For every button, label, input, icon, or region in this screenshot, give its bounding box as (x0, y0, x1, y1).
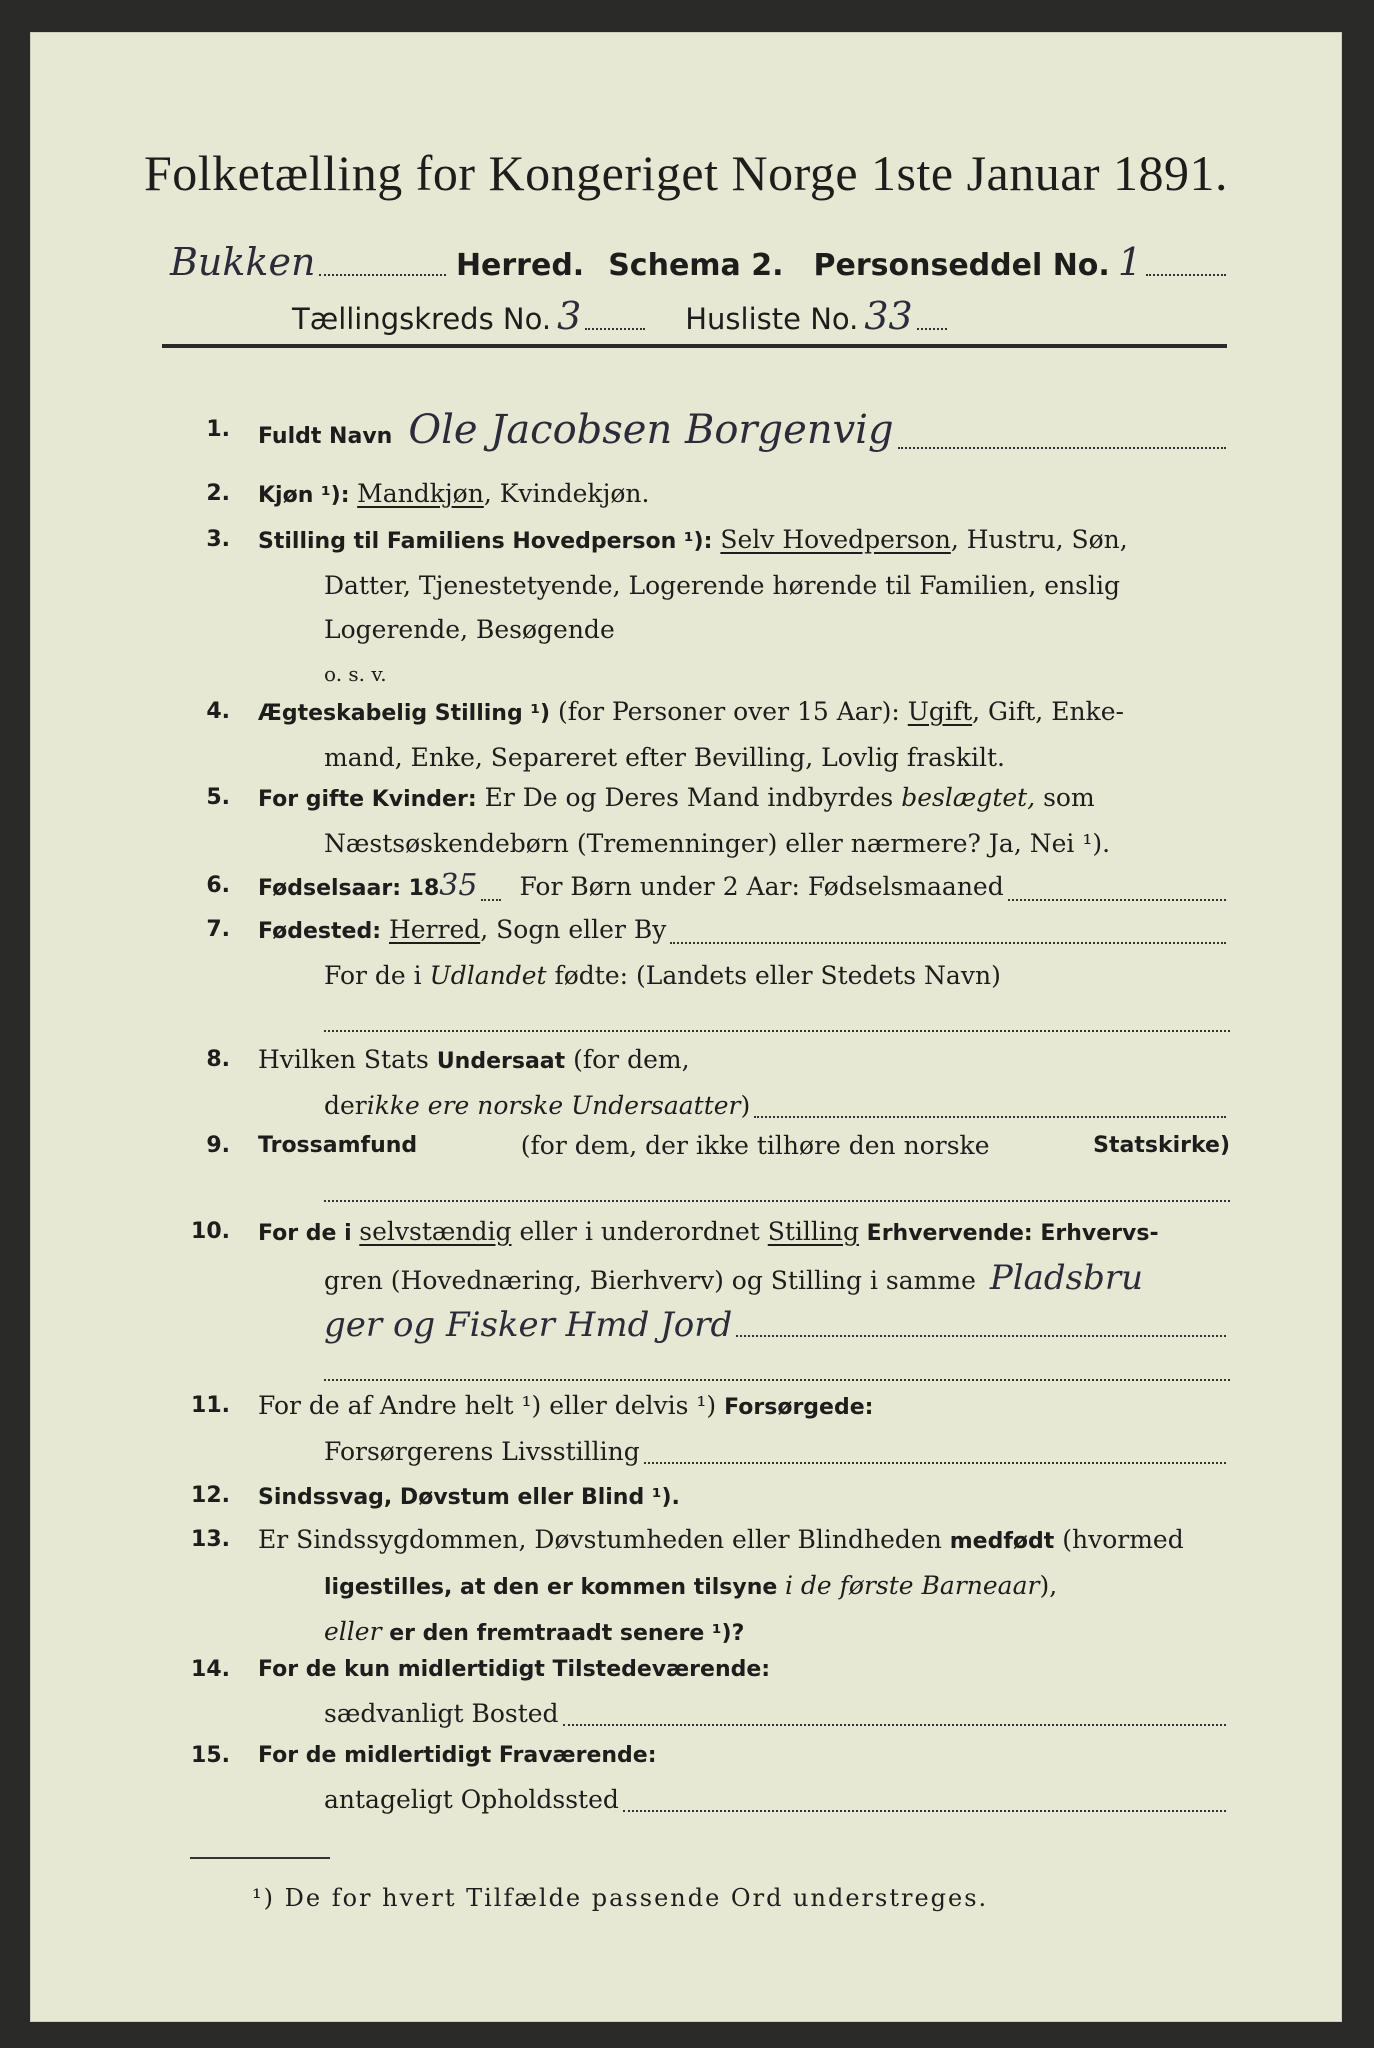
dotted-line (670, 942, 1226, 944)
footnote-rule (190, 1857, 330, 1859)
form-title: Folketælling for Kongeriget Norge 1ste Januar 1891. (143, 145, 1229, 201)
dotted-line (324, 1030, 1230, 1032)
herred-label: Herred. (455, 248, 585, 283)
herred-value: Bukken (170, 240, 316, 284)
q1-label: Fuldt Navn (258, 424, 393, 449)
q1-answer: Ole Jacobsen Borgenvig (408, 407, 894, 453)
q2-selected: Mandkjøn (357, 479, 484, 508)
dotted-line (736, 1335, 1226, 1337)
personseddel-value: 1 (1117, 240, 1142, 284)
dotted-line (1008, 899, 1226, 901)
dotted-line (585, 328, 645, 330)
husliste-label: Husliste No. (685, 302, 859, 336)
dotted-line (898, 447, 1226, 449)
dotted-line (1146, 274, 1226, 276)
dotted-line (481, 899, 501, 901)
q3-selected: Selv Hovedperson (720, 525, 951, 554)
schema-label: Schema 2. (608, 248, 784, 283)
kreds-line (292, 294, 1112, 338)
husliste-value: 33 (864, 294, 913, 338)
dotted-line (563, 1724, 1226, 1726)
dotted-line (917, 328, 947, 330)
q7-selected: Herred (388, 915, 481, 944)
personseddel-label: Personseddel No. (813, 248, 1110, 283)
dotted-line (623, 1810, 1226, 1812)
q10-answer-1: Pladsbru (989, 1258, 1144, 1298)
dotted-line (324, 1379, 1230, 1381)
kreds-label: Tællingskreds No. (292, 302, 552, 336)
dotted-line (754, 1116, 1226, 1118)
q6-answer: 35 (439, 868, 478, 903)
census-form: Folketælling for Kongeriget Norge 1ste Januar 1891. Bukken Herred. Schema 2. Personseddel No. 1 Tællingskreds No. 3 Husliste No. 33 1. Fuldt Navn Ole Jacobsen Borgenvig 2. Kjøn ¹): Mandkjøn, Kvindekjøn. 3. Stilling til Familiens Hovedperson ¹): Selv Hovedperson, Hustru, Søn, Datter, Tjenestetyende, Logerende hørende til Familien, enslig Logerende, Besøgende o. s. v. 4. Ægteskabelig Stilling ¹) (for Personer over 15 Aar): Ugift, Gift, Enke- mand, Enke, Separeret efter Bevilling, Lovlig fraskilt. 5. For gifte Kvinder: Er De og Deres Mand indbyrdes beslægtet, som Næstsøskendebørn (Tremenninger) eller nærmere? Ja, Nei ¹). 6. Fødselsaar: 18 35 For Børn under 2 Aar: Fødselsmaaned 7. Fødested: Herred , Sogn eller By For de i Udlandet fødte: (Landets eller Stedets Navn) 8. Hvilken Stats Undersaat (for dem, der ikke ere norske Undersaatter ) 9. Trossamfund (for dem, der ikke tilhøre den norske Statskirke) 10. For de i selvstændig eller i underordnet Stilling Erhvervende: Erhvervs- gren (Hovednæring, Bierhverv) og Stilling i samme Pladsbru ger og Fisker Hmd Jord 11. For de af Andre helt ¹) eller delvis ¹) Forsørgede: Forsørgerens Livsstilling 12. Sindssvag, Døvstum eller Blind ¹). 13. Er Sindssygdommen, Døvstumheden eller Blindheden medfødt (hvormed ligestilles, at den er kommen tilsyne i de første Barneaar), eller er den fremtraadt senere ¹)? 14. For de kun midlertidigt Tilstedeværende: sædvanligt Bosted 15. For de midlertidigt Fraværende: antageligt Opholdssted ¹) De for hvert Tilfælde passende Ord understreges. (30, 32, 1342, 2022)
dotted-line (324, 1200, 1230, 1202)
q4-selected: Ugift (907, 697, 973, 726)
kreds-value: 3 (557, 294, 582, 338)
q10-answer-2: ger og Fisker Hmd Jord (324, 1305, 733, 1345)
dotted-line (319, 274, 446, 276)
footnote: ¹) De for hvert Tilfælde passende Ord understreges. (252, 1884, 989, 1912)
header-rule (162, 344, 1227, 348)
herred-line (170, 240, 1230, 284)
dotted-line (644, 1462, 1226, 1464)
